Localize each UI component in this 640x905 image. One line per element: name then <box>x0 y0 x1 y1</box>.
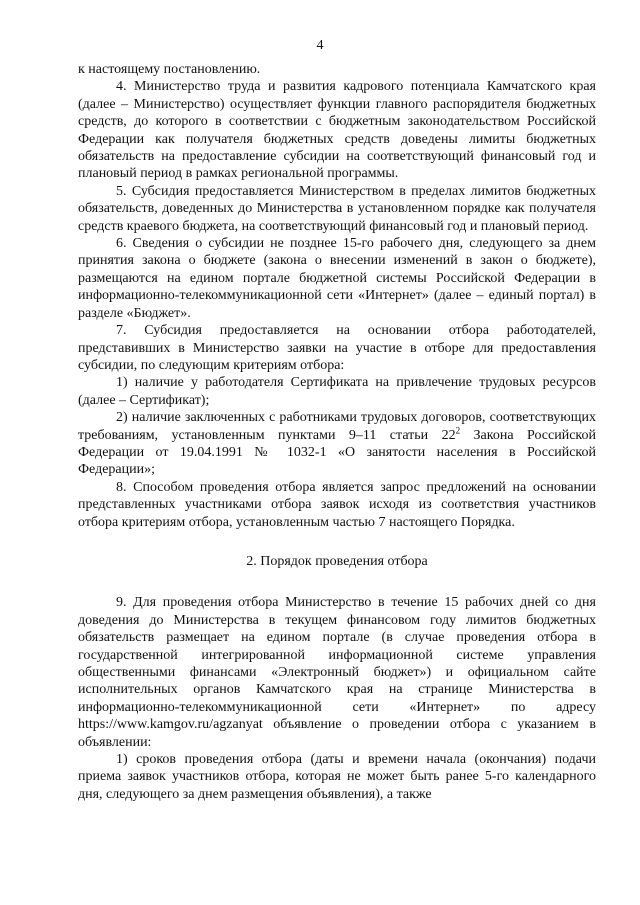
paragraph-9-1: 1) сроков проведения отбора (даты и времени начала (окончания) подачи приема заявок участников отбора, которая не может быть ранее 5-го календарного дня, следующего за днем размещения объявления), а также <box>78 752 596 802</box>
paragraph-4: 4. Министерство труда и развития кадрового потенциала Камчатского края (далее – Министерство) осуществляет функции главного распорядителя бюджетных средств, до которого в соответствии с бюджетным законодательством Российской Федерации как получателя бюджетных средств доведены лимиты бюджетных обязательств на предоставление субсидии на соответствующий финансовый год и плановый период в рамках региональной программы. <box>78 79 596 182</box>
paragraph-9: 9. Для проведения отбора Министерство в течение 15 рабочих дней со дня доведения до Министерства в текущем финансовом году лимитов бюджетных обязательств размещает на едином портале (в случае проведения отбора в государственной интегрированной информационной системе управления общественными финансами «Электронный бюджет») и официальном сайте исполнительных органов Камчатского края на странице Министерства в информационно-телекоммуникационной сети «Интернет» по адресу https://www.kamgov.ru/agzanyat объявление о проведении отбора с указанием в объявлении: <box>78 595 596 750</box>
section-1-paragraphs <box>78 61 596 409</box>
paragraph-7-2-text-b: Закона Российской Федерации от 19.04.1991 № 1032-1 «О занятости населения в Российской Федерации»; <box>78 427 596 478</box>
page-number: 4 <box>316 38 324 53</box>
section-heading: 2. Порядок проведения отбора <box>246 553 428 569</box>
paragraph-7-2-superscript: 2 <box>455 424 461 435</box>
paragraph-7-2-text-a: 2) наличие заключенных с работниками трудовых договоров, соответствующих требованиям, установленным пунктами 9–11 статьи 22 <box>78 410 596 443</box>
paragraph-5: 5. Субсидия предоставляется Министерством в пределах лимитов бюджетных обязательств, доведенных до Министерства в установленном порядке как получателя средств краевого бюджета, на соответствующий финансовый год и плановый период. <box>78 183 596 234</box>
paragraph-7: 7. Субсидия предоставляется на основании отбора работодателей, представивших в Министерство заявки на участие в отборе для предоставления субсидии, по следующим критериям отбора: <box>78 323 596 373</box>
paragraph-6: 6. Сведения о субсидии не позднее 15-го рабочего дня, следующего за днем принятия закона о бюджете (закона о внесении изменений в закон о бюджете), размещаются на едином портале бюджетной системы Российской Федерации в информационно-телекоммуникационной сети «Интернет» (далее – единый портал) в разделе «Бюджет». <box>78 236 596 321</box>
paragraph-7-2 <box>78 409 596 479</box>
paragraph-7-1: 1) наличие у работодателя Сертификата на привлечение трудовых ресурсов (далее – Сертификат); <box>78 375 596 408</box>
section-2-paragraphs <box>78 594 596 803</box>
paragraph-continuation: к настоящему постановлению. <box>78 62 261 77</box>
document-body <box>78 61 596 803</box>
paragraph-8: 8. Способом проведения отбора является запрос предложений на основании представленных участниками отбора заявок исходя из соответствия участников отбора критериям отбора, установленным частью 7 настоящего Порядка. <box>78 479 596 530</box>
